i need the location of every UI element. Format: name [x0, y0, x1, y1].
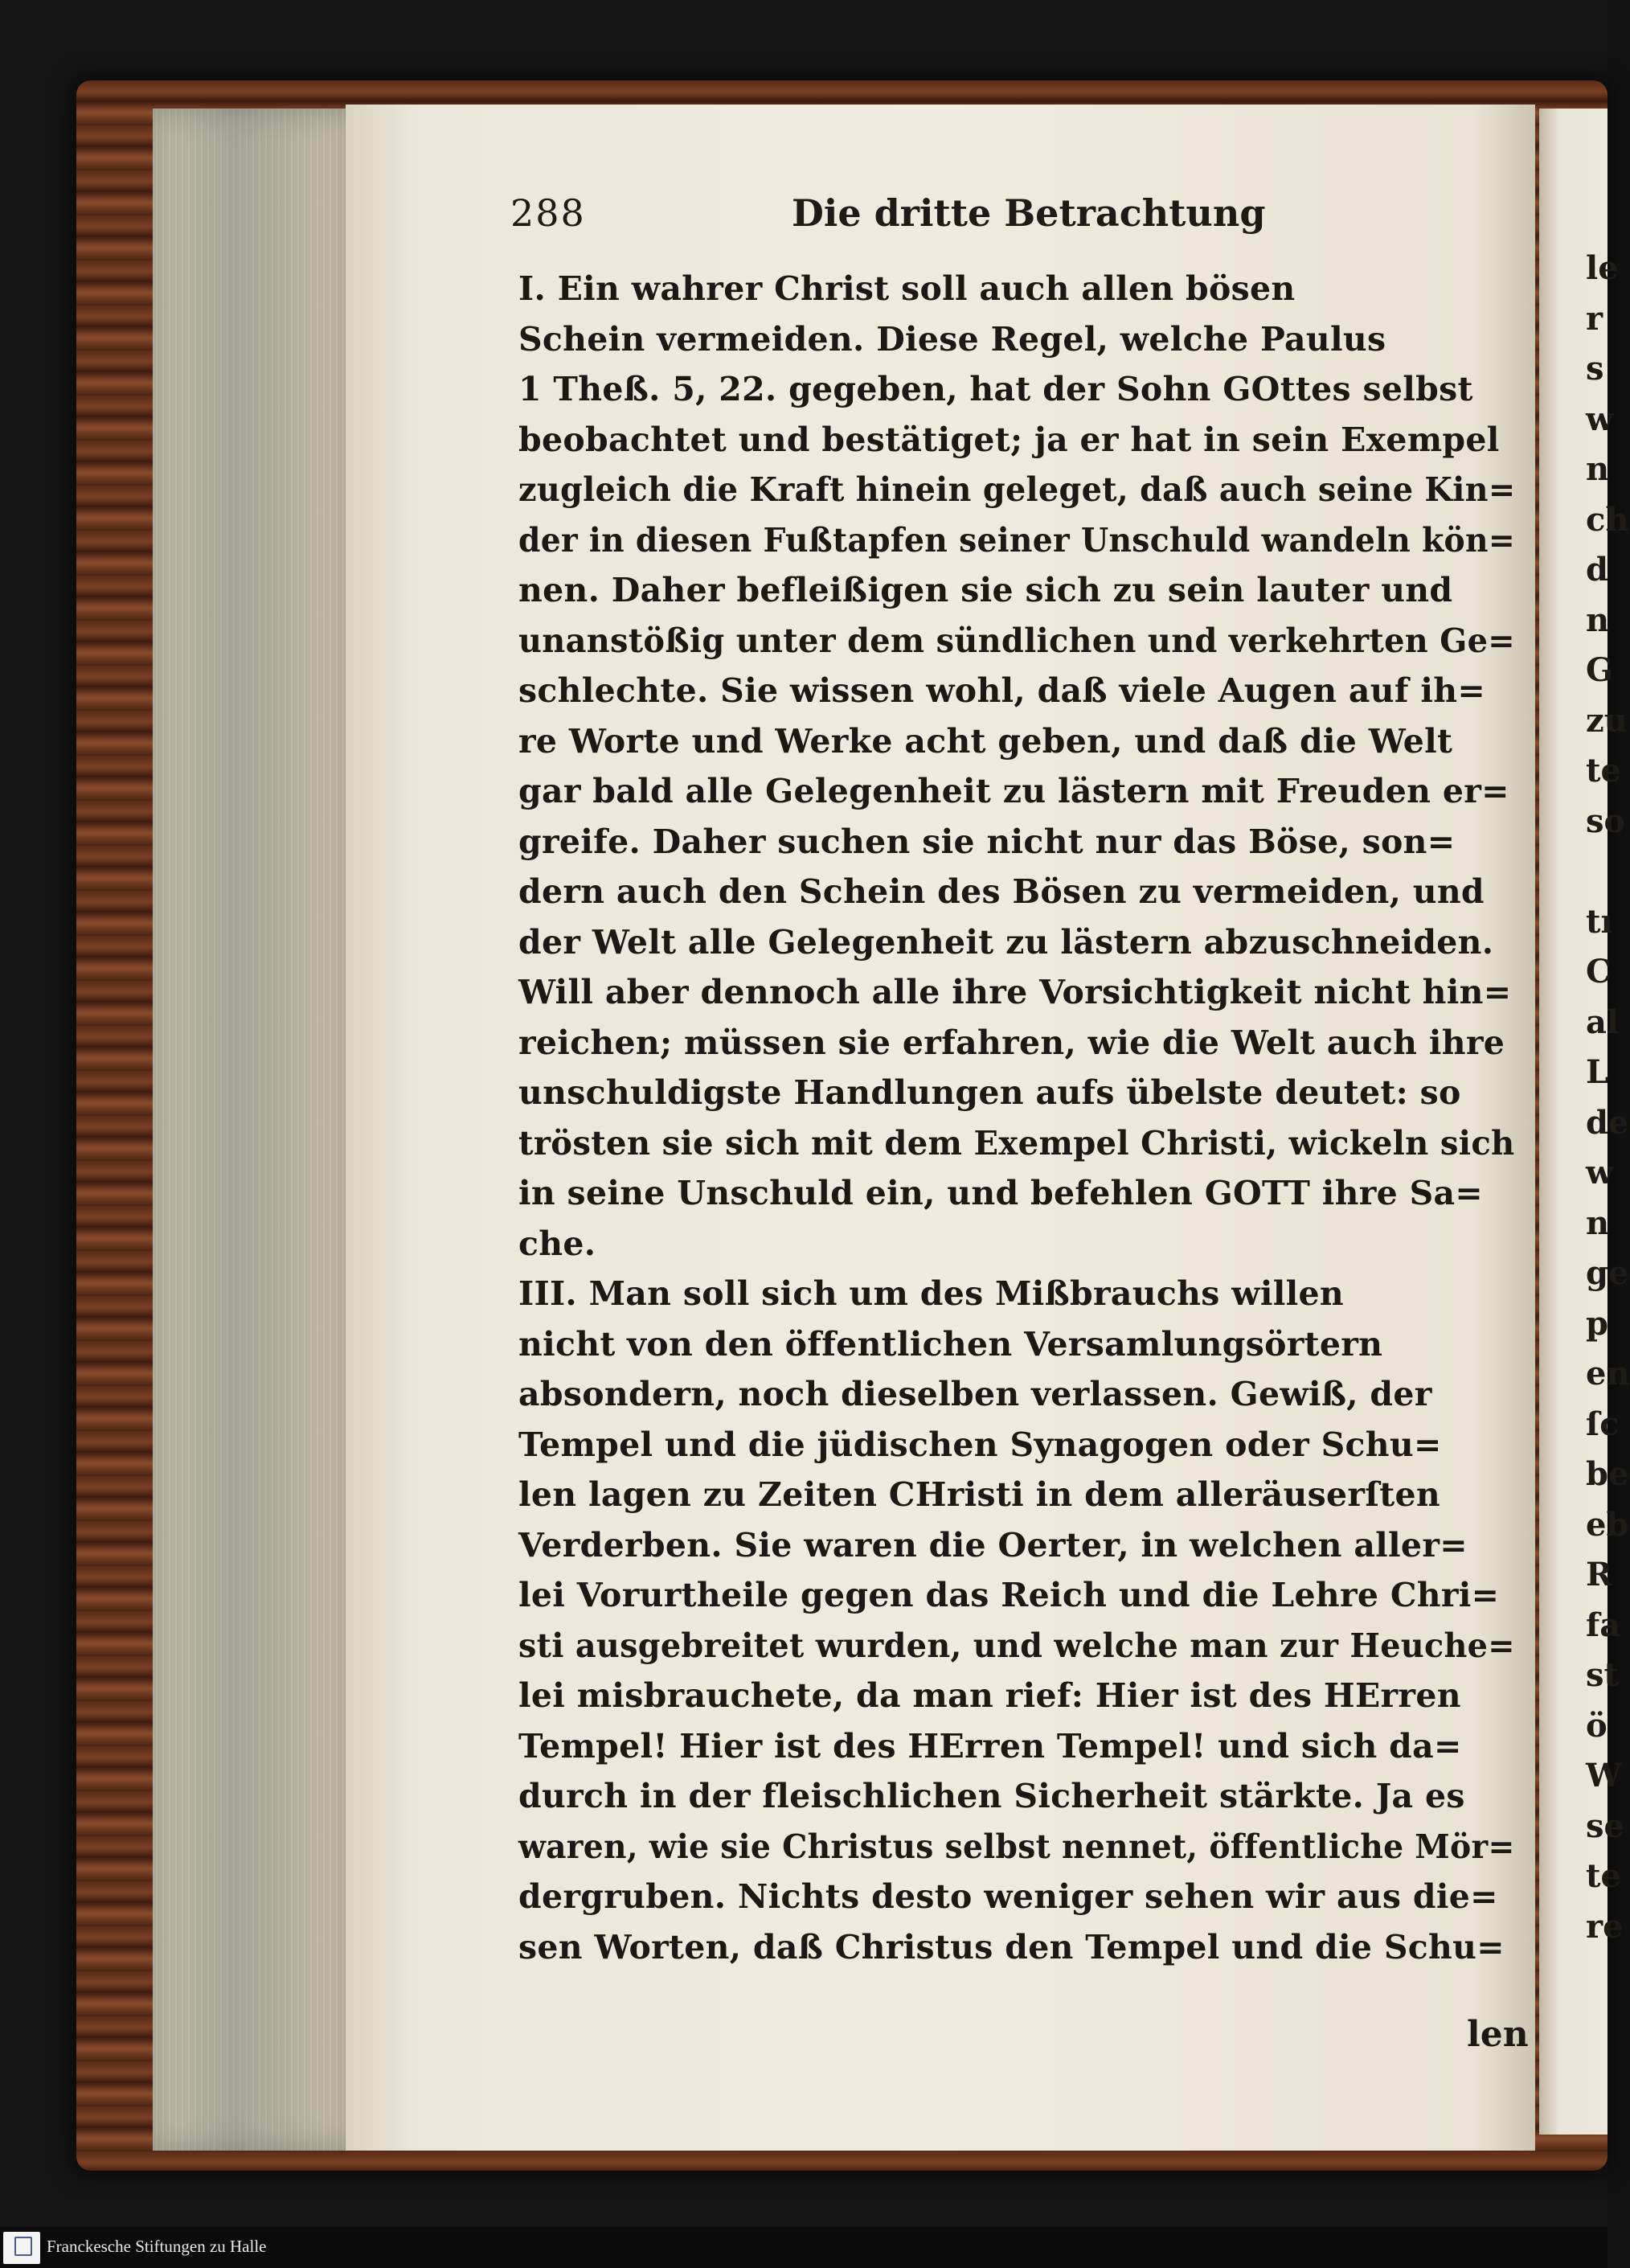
right-page-fragment: p — [1586, 1304, 1608, 1343]
institution-name: Franckesche Stiftungen zu Halle — [47, 2237, 267, 2256]
right-page-fragment: te — [1586, 1857, 1621, 1895]
text-line: III. Man soll sich um des Mißbrauchs willen — [518, 1274, 1344, 1313]
right-page-fragment: so — [1586, 802, 1626, 840]
text-line: Tempel und die jüdischen Synagogen oder Schu= — [518, 1425, 1442, 1464]
text-line: unschuldigste Handlungen aufs übelste deutet: so — [518, 1073, 1461, 1112]
right-page-fragment: n — [1586, 1204, 1610, 1242]
text-line: dern auch den Schein des Bösen zu vermeiden, und — [518, 872, 1485, 911]
text-line: waren, wie sie Christus selbst nennet, öffentliche Mör= — [518, 1827, 1515, 1866]
text-line: re Worte und Werke acht geben, und daß die Welt — [518, 721, 1453, 761]
text-line: gar bald alle Gelegenheit zu lästern mit Freuden er= — [518, 772, 1509, 810]
institution-logo-icon — [3, 2232, 40, 2264]
text-line: Will aber dennoch alle ihre Vorsichtigkeit nicht hin= — [518, 973, 1512, 1011]
right-page-fragment: ch — [1586, 500, 1629, 539]
right-page-fragment: zu — [1586, 701, 1628, 740]
book-page-right-fragment — [1539, 109, 1630, 2135]
right-page-fragment: re — [1586, 1907, 1624, 1946]
catchword: len — [1467, 2014, 1529, 2055]
right-page-fragment: ſc — [1586, 1405, 1620, 1443]
text-line: der in diesen Fußtapfen seiner Unschuld wandeln kön= — [518, 520, 1516, 560]
text-line: trösten sie sich mit dem Exempel Christi, wickeln sich — [518, 1123, 1515, 1163]
right-page-fragment: n — [1586, 450, 1610, 488]
right-page-fragment: w — [1586, 400, 1614, 438]
text-line: I. Ein wahrer Christ soll auch allen bösen — [518, 269, 1296, 308]
text-line: dergruben. Nichts desto weniger sehen wir aus die= — [518, 1877, 1498, 1916]
right-page-fragment: le — [1586, 249, 1619, 287]
text-line: schlechte. Sie wissen wohl, daß viele Augen auf ih= — [518, 671, 1486, 710]
right-page-fragment: d — [1586, 551, 1608, 589]
text-line: che. — [518, 1224, 596, 1263]
right-page-fragment: de — [1586, 1103, 1629, 1142]
right-page-fragment: C — [1586, 953, 1612, 990]
right-page-fragment: se — [1586, 1807, 1624, 1845]
right-page-fragment: en — [1586, 1355, 1630, 1392]
right-page-fragment: s — [1586, 350, 1604, 388]
text-line: zugleich die Kraft hinein geleget, daß auch seine Kin= — [518, 470, 1516, 509]
text-line: sen Worten, daß Christus den Tempel und die Schu= — [518, 1927, 1505, 1967]
page-number: 288 — [510, 191, 586, 235]
right-page-fragment: ge — [1586, 1254, 1629, 1292]
text-line: unanstößig unter dem sündlichen und verkehrten Ge= — [518, 621, 1515, 660]
right-page-fragment: tı — [1586, 902, 1613, 941]
text-line: durch in der fleischlichen Sicherheit stärkte. Ja es — [518, 1777, 1465, 1815]
right-page-fragment: W — [1586, 1757, 1622, 1794]
text-line: lei Vorurtheile gegen das Reich und die Lehre Chri= — [518, 1576, 1500, 1614]
right-page-fragment: eb — [1586, 1505, 1629, 1544]
text-line: lei misbrauchete, da man rief: Hier ist des HErren — [518, 1676, 1461, 1715]
right-page-fragment: be — [1586, 1455, 1629, 1493]
text-line: Verderben. Sie waren die Oerter, in welchen aller= — [518, 1525, 1468, 1565]
text-line: 1 Theß. 5, 22. gegeben, hat der Sohn GOttes selbst — [518, 370, 1473, 408]
right-page-fragment: st — [1586, 1656, 1619, 1694]
text-line: Schein vermeiden. Diese Regel, welche Paulus — [518, 319, 1386, 359]
page-header — [510, 191, 1515, 248]
footer-bar — [0, 2227, 1607, 2268]
text-line: reichen; müssen sie erfahren, wie die Welt auch ihre — [518, 1023, 1505, 1062]
right-page-fragment: ö — [1586, 1706, 1607, 1745]
text-line: Tempel! Hier ist des HErren Tempel! und sich da= — [518, 1726, 1462, 1766]
right-page-fragment: te — [1586, 752, 1621, 789]
page-edges — [153, 109, 354, 2151]
right-page-fragment: w — [1586, 1154, 1614, 1191]
text-line: len lagen zu Zeiten CHristi in dem alleräuserſten — [518, 1475, 1440, 1514]
right-page-fragment: G — [1586, 651, 1614, 689]
text-line: beobachtet und bestätiget; ja er hat in sein Exempel — [518, 420, 1500, 459]
text-line: sti ausgebreitet wurden, und welche man zur Heuche= — [518, 1626, 1515, 1665]
right-page-fragment: R — [1586, 1556, 1613, 1593]
text-line: nicht von den öffentlichen Versamlungsörtern — [518, 1324, 1383, 1364]
text-line: in seine Unschuld ein, und befehlen GOTT ihre Sa= — [518, 1174, 1484, 1212]
right-page-fragment: fa — [1586, 1606, 1621, 1644]
text-line: absondern, noch dieselben verlassen. Gewiß, der — [518, 1375, 1432, 1413]
right-page-fragment: r — [1586, 299, 1603, 338]
text-line: der Welt alle Gelegenheit zu lästern abzuschneiden. — [518, 922, 1494, 962]
text-line: nen. Daher befleißigen sie sich zu sein lauter und — [518, 571, 1453, 609]
right-page-fragment: al — [1586, 1003, 1620, 1041]
running-head: Die dritte Betrachtung — [792, 191, 1266, 235]
right-page-fragment: L — [1586, 1053, 1609, 1091]
right-page-fragment: n — [1586, 601, 1610, 639]
text-line: greife. Daher suchen sie nicht nur das Böse, son= — [518, 822, 1456, 861]
